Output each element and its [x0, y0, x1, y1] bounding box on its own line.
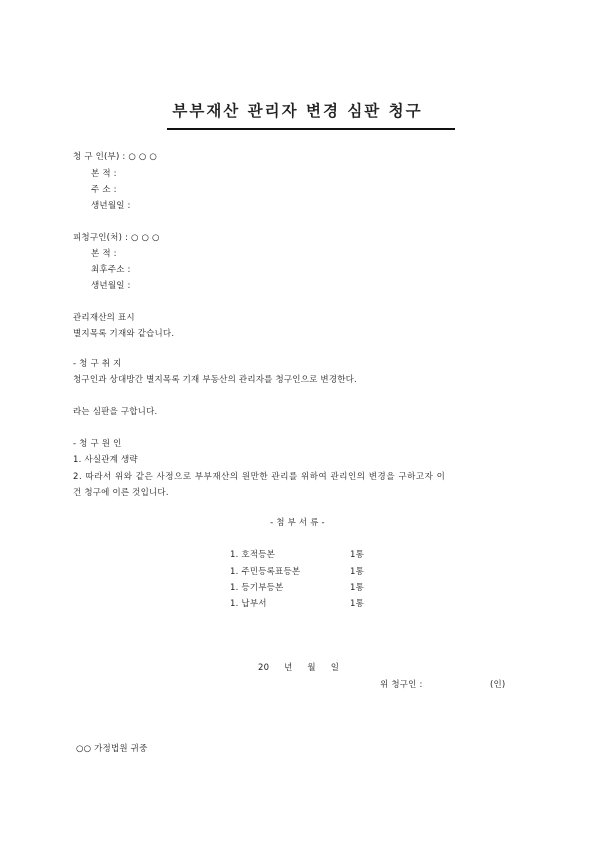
date-line: 20 년 월 일	[258, 663, 340, 673]
cause-item-2-line-2: 건 청구에 이른 것입니다.	[73, 488, 169, 498]
petitioner-label: 청 구 인(부) : ○ ○ ○	[73, 152, 158, 162]
attachment-name: 1. 납부서	[230, 599, 267, 609]
purpose-heading: - 청 구 취 지	[73, 359, 122, 369]
signature-label: 위 청구인 :	[380, 680, 423, 690]
cause-item-2-line-1: 2. 따라서 위와 같은 사정으로 부부재산의 원만한 관리를 위하여 관리인의 변경을 구하고자 이	[73, 472, 446, 482]
petitioner-registry: 본 적 :	[91, 169, 117, 179]
purpose-closing: 라는 심판을 구합니다.	[73, 407, 158, 417]
attachment-count: 1통	[350, 599, 365, 609]
respondent-registry: 본 적 :	[91, 249, 117, 259]
respondent-birthdate: 생년월일 :	[91, 281, 131, 291]
title-underline	[167, 128, 455, 130]
property-text: 별지목록 기재와 같습니다.	[73, 329, 175, 339]
attachments-heading: - 첨 부 서 류 -	[270, 518, 325, 528]
court-addressee: ○○ 가정법원 귀중	[76, 744, 148, 754]
signature-seal: (인)	[490, 680, 506, 690]
attachment-count: 1통	[350, 550, 365, 560]
petitioner-birthdate: 생년월일 :	[91, 201, 131, 211]
petitioner-address: 주 소 :	[91, 185, 117, 195]
cause-heading: - 청 구 원 인	[73, 439, 122, 449]
attachment-name: 1. 등기부등본	[230, 583, 284, 593]
attachment-count: 1통	[350, 567, 365, 577]
property-heading: 관리재산의 표시	[73, 313, 135, 323]
attachment-count: 1통	[350, 583, 365, 593]
respondent-last-address: 최후주소 :	[91, 265, 131, 275]
respondent-label: 피청구인(처) : ○ ○ ○	[73, 233, 160, 243]
purpose-text: 청구인과 상대방간 별지목록 기재 부동산의 관리자를 청구인으로 변경한다.	[73, 375, 357, 385]
cause-item-1: 1. 사실관계 생략	[73, 455, 138, 465]
attachment-name: 1. 호적등본	[230, 550, 276, 560]
attachment-name: 1. 주민등록표등본	[230, 567, 301, 577]
document-title: 부부재산 관리자 변경 심판 청구	[172, 102, 423, 120]
